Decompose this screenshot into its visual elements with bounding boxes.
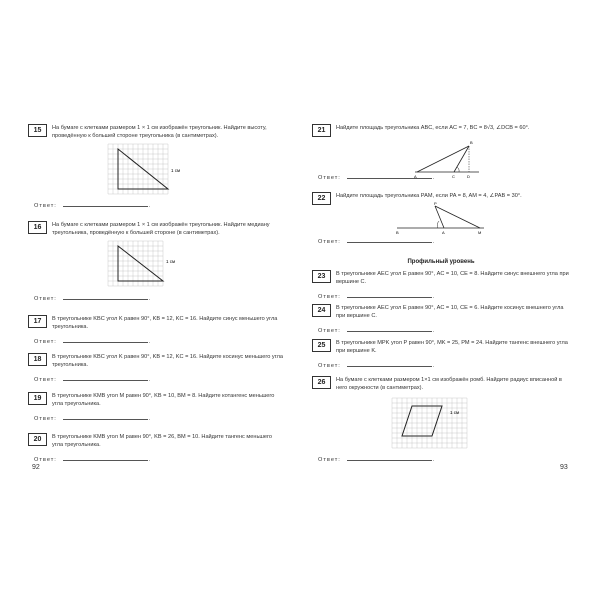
answer-row: Ответ: . (34, 416, 152, 422)
answer-label: Ответ: (34, 457, 57, 463)
answer-row: Ответ: . (318, 175, 436, 181)
point-p-label: P (434, 201, 437, 206)
answer-label: Ответ: (318, 363, 341, 369)
problem-text: В треугольнике AEC угол E равен 90°, AC = 10, CE = 6. Найдите косинус внешнего угла при вершине C. (336, 305, 564, 320)
problem-text: В треугольнике KMB угол M равен 90°, KB = 10, BM = 8. Найдите котангенс меньшего угла треугольника. (52, 393, 275, 408)
answer-line[interactable] (63, 295, 148, 300)
answer-label: Ответ: (318, 239, 341, 245)
problem-number: 21 (312, 124, 331, 137)
answer-label: Ответ: (34, 296, 57, 302)
scale-label: 1 см (450, 410, 460, 415)
problem-text: Найдите площадь треугольника ABC, если AC = 7, BC = 8√3, ∠DCB = 60°. (336, 125, 530, 131)
answer-line[interactable] (63, 338, 148, 343)
problem-text: В треугольнике KMB угол M равен 90°, KB = 26, BM = 10. Найдите тангенс меньшего угла треугольника. (52, 434, 272, 449)
problem-text: На бумаге с клетками размером 1 × 1 см изображён треугольник. Найдите медиану треугольника, проведённую к большей стороне (в сантиметрах). (52, 222, 270, 237)
answer-row: Ответ: . (318, 457, 436, 463)
page-number-right: 93 (560, 464, 568, 471)
scale-label: 1 см (171, 168, 181, 173)
grid-triangle-figure (108, 241, 178, 286)
problem-number: 17 (28, 315, 47, 328)
grid-triangle-figure (108, 144, 181, 194)
problem-text: В треугольнике MPK угол P равен 90°, MK = 25, PM = 24. Найдите тангенс внешнего угла при вершине K. (336, 340, 568, 355)
problem-number: 24 (312, 304, 331, 317)
point-b-label: B (470, 140, 473, 145)
answer-line[interactable] (347, 174, 432, 179)
problem-text: В треугольнике AEC угол E равен 90°, AC = 10, CE = 8. Найдите синус внешнего угла при вершине C. (336, 271, 569, 286)
problem-text: Найдите площадь треугольника PAM, если PA = 8, AM = 4, ∠PAB = 30°. (336, 193, 522, 199)
problem-number: 23 (312, 270, 331, 283)
answer-row: Ответ: . (318, 294, 436, 300)
point-d-label: D (467, 174, 470, 179)
answer-line[interactable] (347, 456, 432, 461)
page-number-left: 92 (32, 464, 40, 471)
point-m-label: M (478, 230, 482, 235)
answer-label: Ответ: (34, 377, 57, 383)
problem-number: 18 (28, 353, 47, 366)
answer-row: Ответ: . (318, 328, 436, 334)
answer-line[interactable] (63, 376, 148, 381)
answer-line[interactable] (347, 327, 432, 332)
answer-row: Ответ: . (34, 457, 152, 463)
section-title: Профильный уровень (407, 259, 475, 265)
answer-label: Ответ: (318, 457, 341, 463)
problem-text: В треугольнике KBC угол K равен 90°, KB = 12, KC = 16. Найдите синус меньшего угла треугольника. (52, 316, 278, 331)
answer-row: Ответ: . (34, 339, 152, 345)
problem-text: В треугольнике KBC угол K равен 90°, KB = 12, KC = 16. Найдите косинус меньшего угла треугольника. (52, 354, 284, 369)
scale-label: 1 см (166, 259, 176, 264)
problem-number: 16 (28, 221, 47, 234)
answer-line[interactable] (63, 415, 148, 420)
problem-number: 20 (28, 433, 47, 446)
problem-text: На бумаге с клетками размером 1×1 см изображён ромб. Найдите радиус вписанной в него окружности (в сантиметрах). (336, 377, 562, 392)
answer-row: Ответ: . (34, 377, 152, 383)
point-a-label: A (442, 230, 445, 235)
answer-label: Ответ: (318, 328, 341, 334)
answer-row: Ответ: . (34, 203, 152, 209)
right-page (312, 110, 570, 480)
point-c-label: C (452, 174, 455, 179)
answer-row: Ответ: . (318, 239, 436, 245)
answer-line[interactable] (347, 238, 432, 243)
answer-row: Ответ: . (34, 296, 152, 302)
answer-label: Ответ: (34, 416, 57, 422)
problem-number: 26 (312, 376, 331, 389)
answer-line[interactable] (63, 456, 148, 461)
answer-label: Ответ: (318, 175, 341, 181)
problem-number: 25 (312, 339, 331, 352)
problem-number: 15 (28, 124, 47, 137)
problem-number: 19 (28, 392, 47, 405)
grid-rhombus-figure (392, 398, 477, 448)
point-a-label: A (414, 174, 417, 179)
answer-row: Ответ: . (318, 363, 436, 369)
triangle-pam-figure (392, 200, 492, 236)
answer-line[interactable] (63, 202, 148, 207)
left-page (28, 110, 283, 480)
answer-label: Ответ: (34, 339, 57, 345)
problem-number: 22 (312, 192, 331, 205)
answer-label: Ответ: (318, 294, 341, 300)
answer-line[interactable] (347, 362, 432, 367)
answer-line[interactable] (347, 293, 432, 298)
problem-text: На бумаге с клетками размером 1 × 1 см изображён треугольник. Найдите высоту, проведённую к большей стороне треугольника (в сантиметрах). (52, 125, 267, 140)
point-b-label: B (396, 230, 399, 235)
answer-label: Ответ: (34, 203, 57, 209)
